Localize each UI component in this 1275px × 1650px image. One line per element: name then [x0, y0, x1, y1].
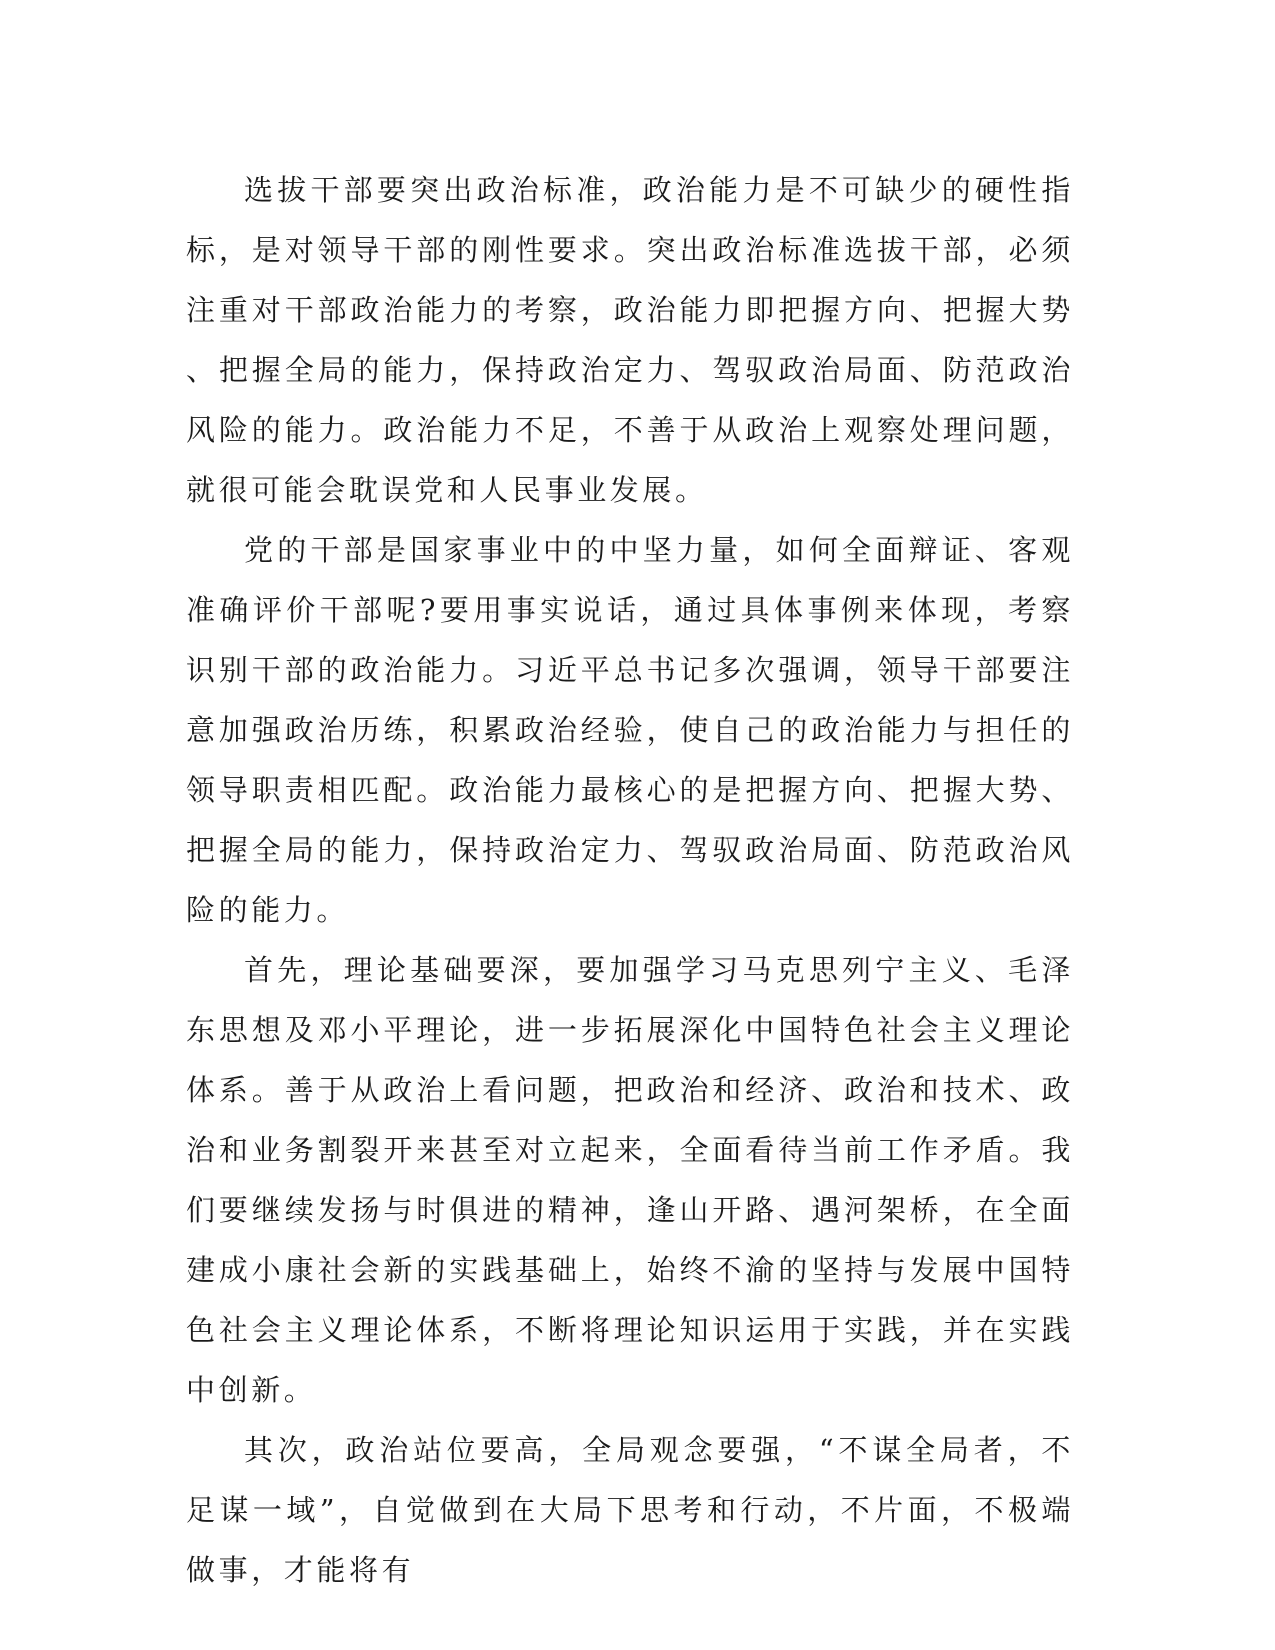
- document-body: [186, 160, 1074, 1600]
- paragraph-3: 首先，理论基础要深，要加强学习马克思列宁主义、毛泽东思想及邓小平理论，进一步拓展深化中国特色社会主义理论体系。善于从政治上看问题，把政治和经济、政治和技术、政治和业务割裂开来甚至对立起来，全面看待当前工作矛盾。我们要继续发扬与时俱进的精神，逢山开路、遇河架桥，在全面建成小康社会新的实践基础上，始终不渝的坚持与发展中国特色社会主义理论体系，不断将理论知识运用于实践，并在实践中创新。: [186, 953, 1074, 1407]
- paragraph-1: 选拔干部要突出政治标准，政治能力是不可缺少的硬性指标，是对领导干部的刚性要求。突出政治标准选拔干部，必须注重对干部政治能力的考察，政治能力即把握方向、把握大势、把握全局的能力，保持政治定力、驾驭政治局面、防范政治风险的能力。政治能力不足，不善于从政治上观察处理问题，就很可能会耽误党和人民事业发展。: [186, 173, 1074, 507]
- paragraph-2: 党的干部是国家事业中的中坚力量，如何全面辩证、客观准确评价干部呢?要用事实说话，通过具体事例来体现，考察识别干部的政治能力。习近平总书记多次强调，领导干部要注意加强政治历练，积累政治经验，使自己的政治能力与担任的领导职责相匹配。政治能力最核心的是把握方向、把握大势、把握全局的能力，保持政治定力、驾驭政治局面、防范政治风险的能力。: [186, 533, 1074, 927]
- paragraph-4: 其次，政治站位要高，全局观念要强，“不谋全局者，不足谋一域”，自觉做到在大局下思考和行动，不片面，不极端做事，才能将有: [186, 1433, 1074, 1587]
